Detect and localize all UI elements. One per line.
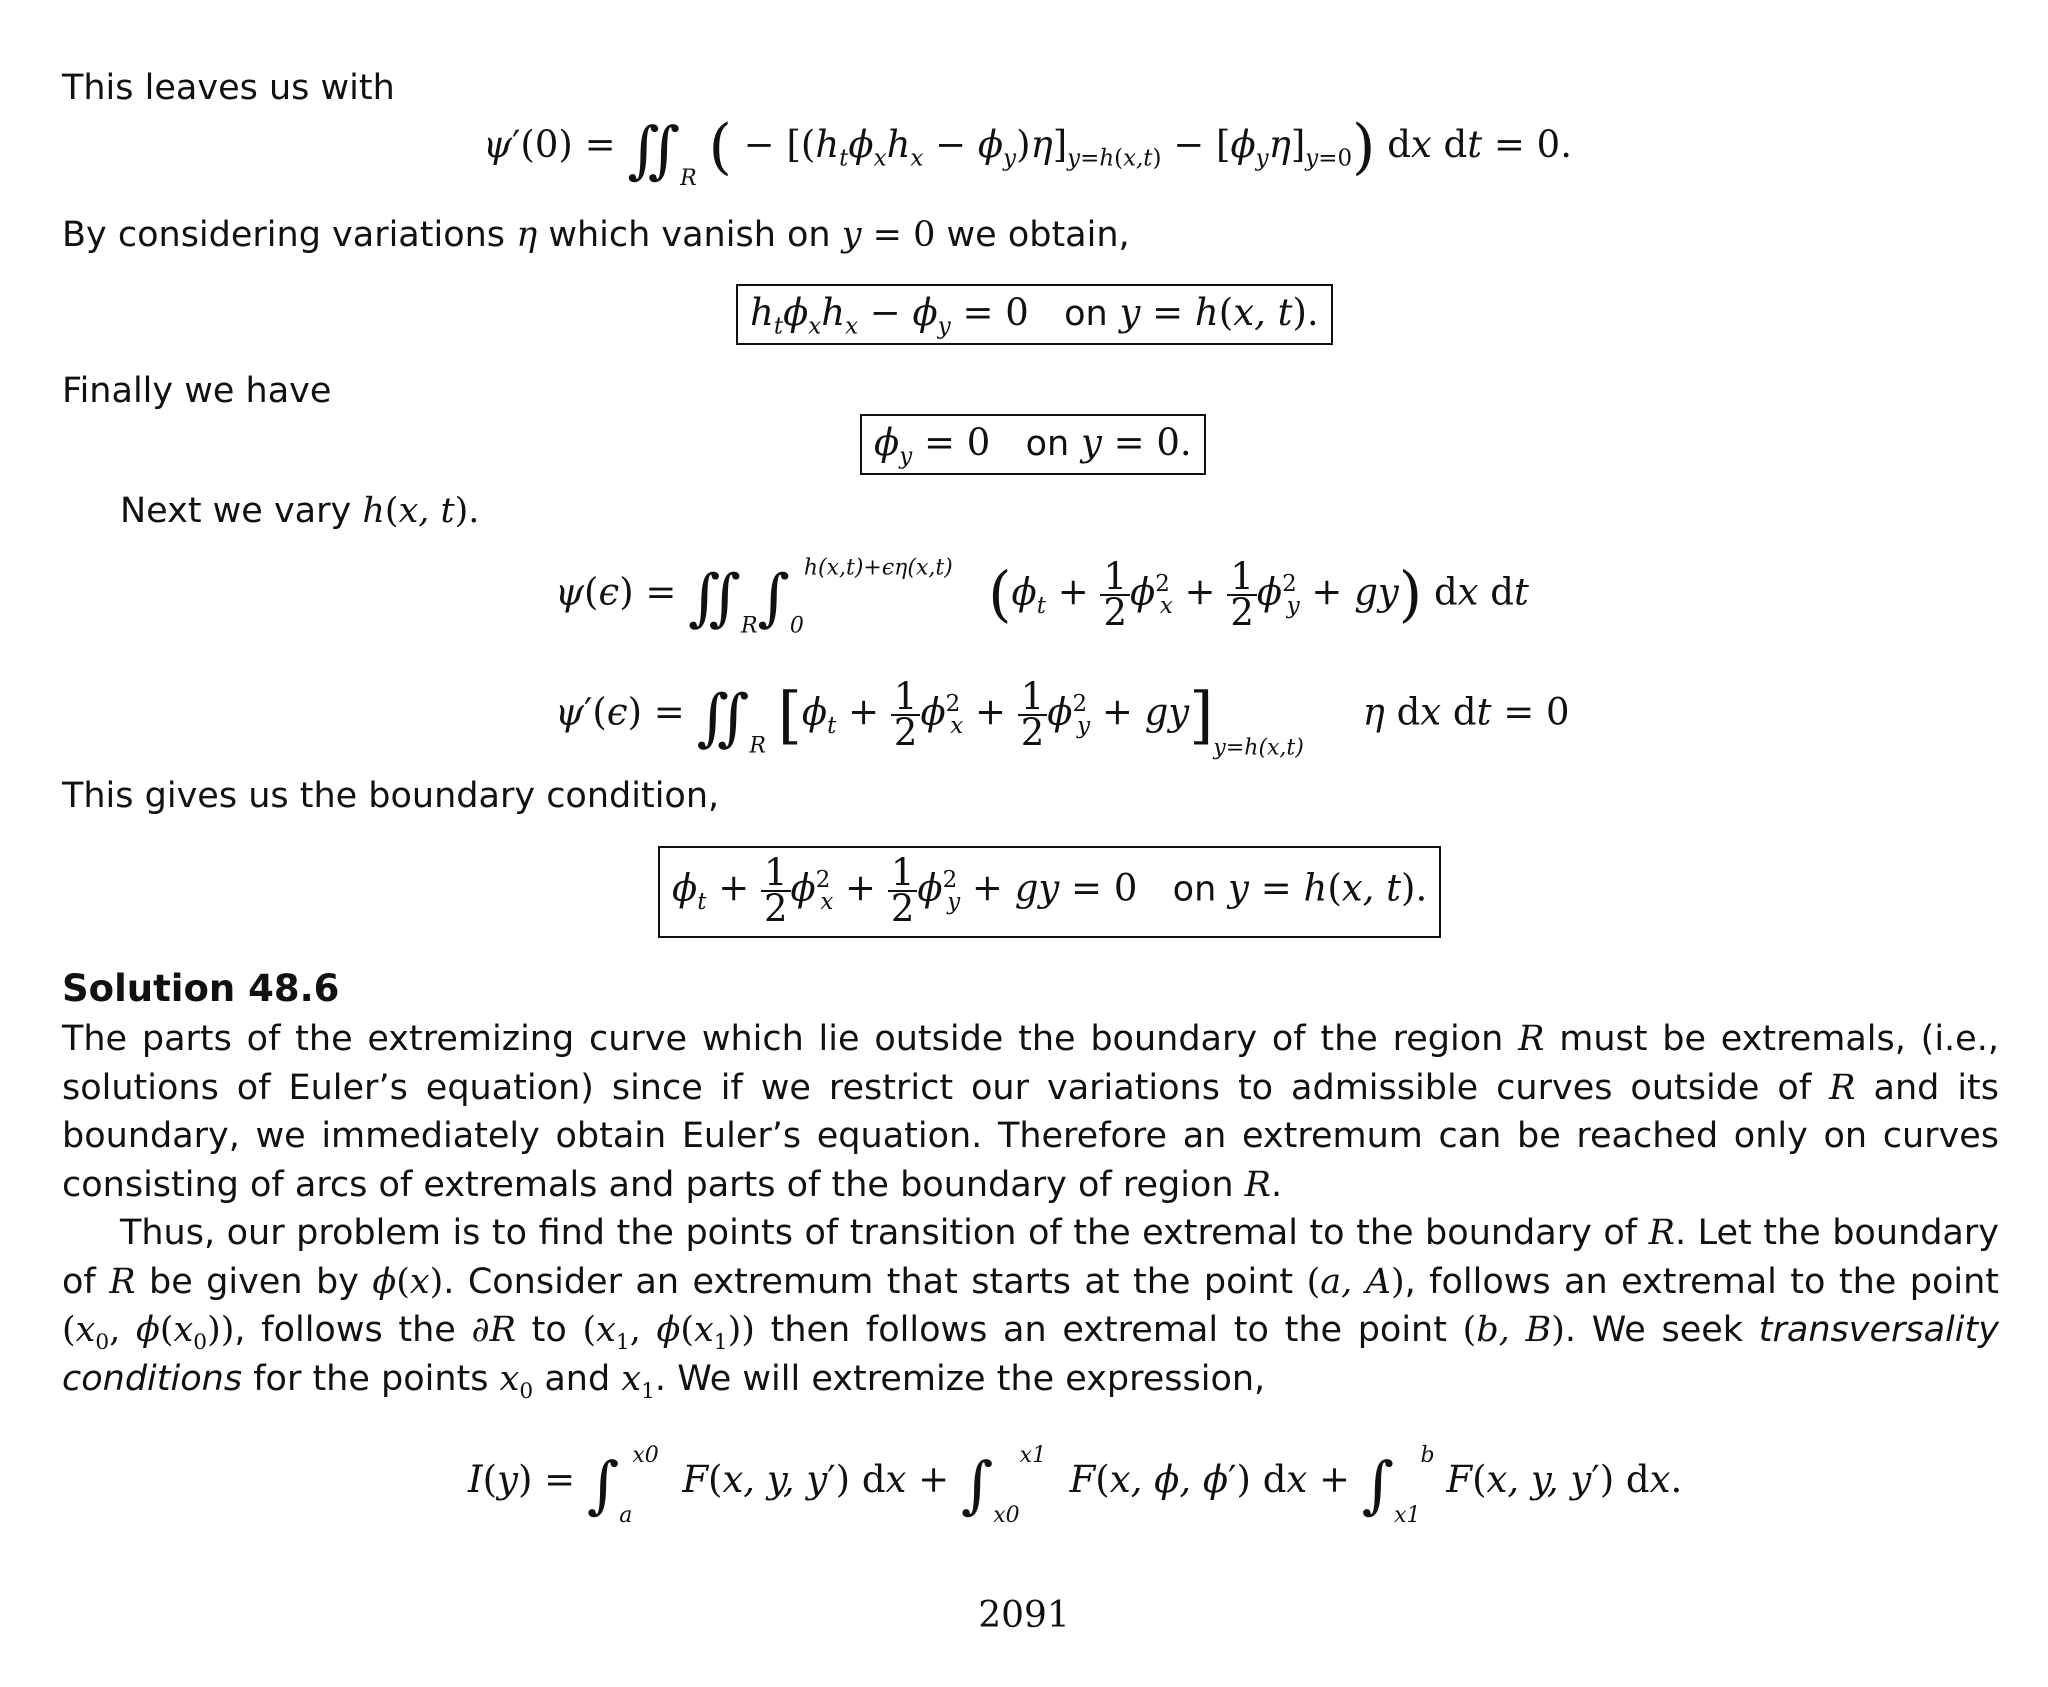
solution-heading: Solution 48.6: [62, 967, 340, 1010]
boxed-boundary-condition-3: $\phi_t$ + $\frac{1}{2}$ $\phi^2_x$ + $\frac{1}{2}$ $\phi^2_y$ + gy = 0 on y = h(x, t).: [658, 846, 1441, 938]
text-line: This leaves us with: [62, 68, 395, 108]
equation-psi-prime-zero: $\psi'(0) = ∬_R$ ( − $[(h_t\phi_xh_x - \phi_y)\eta]_{y=h(x,t)} - [\phi_y\eta]_{y=0}$) dx dt = 0.: [483, 112, 1572, 191]
equation-functional-I: $I(y) = \int_a^{x0}$ F(x, y, y′) dx + $\int_{x0}^{x1}$ F(x, ϕ, ϕ′) dx + $\int_{x1}^b$ F(x, y, y′) dx.: [468, 1443, 1683, 1528]
equation-psi-epsilon: $\psi(\epsilon) = ∬_R\int_0^{h(x,t)+\epsilon\eta(x,t)}$ ($\phi_t$ + $\frac{1}{2}$ $\phi^2_x$ + $\frac{1}{2}$ $\phi^2_y + gy$) dx dt: [555, 555, 1529, 639]
text-line: By considering variations η which vanish on y = 0 we obtain,: [62, 215, 1130, 255]
boxed-boundary-condition-2: $\phi_y = 0$ on y = 0.: [860, 414, 1206, 475]
solution-paragraph-1: The parts of the extremizing curve which lie outside the boundary of the region R must be extremals, (i.e., solutions of Euler’s equation) since if we restrict our variations to admissible curves outside of R and its boundary, we immediately obtain Euler’s equation. Therefore an extremum can be reached only on curves consisting of arcs of extremals and parts of the boundary of region R.: [62, 1019, 1999, 1205]
page-number: 2091: [978, 1595, 1070, 1636]
boxed-boundary-condition-1: $h_t\phi_xh_x - \phi_y = 0$ on y = h(x, t).: [736, 284, 1333, 345]
equation-psi-prime-epsilon: $\psi'(\epsilon) = ∬_R$ [$\phi_t$ + $\frac{1}{2}$ $\phi^2_x$ + $\frac{1}{2}$ $\phi^2_y + gy]_{y=h(x,t)}$ η dx dt = 0: [555, 675, 1570, 761]
solution-paragraph-2: Thus, our problem is to find the points of transition of the extremal to the boundary of R. Let the boundary of R be given by ϕ(x). Consider an extremum that starts at the point (a, A), follows an extremal to the point ($x_0$, $\phi(x_0)$), follows the ∂R to ($x_1$, $\phi(x_1)$) then follows an extremal to the point (b, B). We seek transversality conditions for the points $x_0$ and $x_1$. We will extremize the expression,: [62, 1213, 1999, 1404]
text-line: This gives us the boundary condition,: [62, 776, 720, 816]
text-line: Next we vary h(x, t).: [120, 491, 480, 531]
text-line: Finally we have: [62, 371, 332, 411]
